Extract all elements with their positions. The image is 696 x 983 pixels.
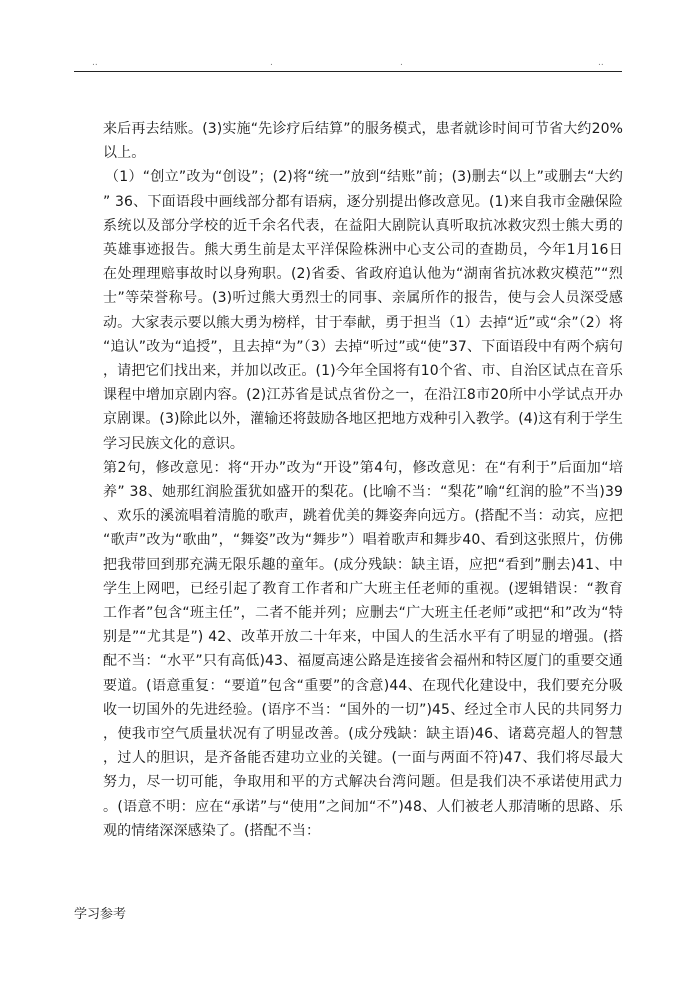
header-rule — [74, 71, 622, 72]
paragraph: 来后再去结账。(3)实施“先诊疗后结算”的服务模式，患者就诊时间可节省大约20%以上。 — [103, 121, 623, 162]
paragraph: 第2句，修改意见：将“开办”改为“开设”第4句，修改意见：在“有利于”后面加“培养” 38、她那红润脸蛋犹如盛开的梨花。(比喻不当：“梨花”喻“红润的脸”不当)39、欢乐的溪流唱着清脆的歌声，跳着优美的舞姿奔向远方。(搭配不当：动宾，应把“歌声”改为“歌曲”，“舞姿”改为“舞步”）唱着歌声和舞步40、看到这张照片，仿佛把我带回到那充满无限乐趣的童年。(成分残缺：缺主语，应把“看到”删去)41、中学生上网吧，已经引起了教育工作者和广大班主任老师的重视。(逻辑错误：“教育工作者”包含“班主任”，二者不能并列；应删去“广大班主任老师”或把“和”改为“特别是”“尤其是”) 42、改革开放二十年来，中国人的生活水平有了明显的增强。(搭配不当：“水平”只有高低)43、福厦高速公路是连接省会福州和特区厦门的重要交通要道。(语意重复：“要道”包含“重要”的含意)44、在现代化建设中，我们要充分吸收一切国外的先进经验。(语序不当：“国外的一切”)45、经过全市人民的共同努力，使我市空气质量状况有了明显改善。(成分残缺：缺主语)46、诸葛亮超人的智慧，过人的胆识，是齐备能否建功立业的关键。(一面与两面不符)47、我们将尽最大努力，尽一切可能，争取用和平的方式解决台湾问题。但是我们决不承诺使用武力。(语意不明：应在“承诺”与“使用”之间加“不”)48、人们被老人那清晰的思路、乐观的情绪深深感染了。(搭配不当： — [103, 459, 623, 839]
header-mark: .. — [598, 58, 604, 68]
paragraph: （1）“创立”改为“创设”；(2)将“统一”放到“结账”前；(3)删去“以上”或删去“大约” 36、下面语段中画线部分都有语病，逐分别提出修改意见。(1)来自我市金融保险系统以及部分学校的近千余名代表，在益阳大剧院认真听取抗冰救灾烈士熊大勇的英雄事迹报告。熊大勇生前是太平洋保险株洲中心支公司的查勘员，今年1月16日在处理理赔事故时以身殉职。(2)省委、省政府追认他为“湖南省抗冰救灾模范”“烈士”等荣誉称号。(3)听过熊大勇烈士的同事、亲属所作的报告，使与会人员深受感动。大家表示要以熊大勇为榜样，甘于奉献，勇于担当（1）去掉“近”或“余”（2）将“追认”改为“追授”，且去掉“为”（3）去掉“听过”或“使”37、下面语段中有两个病句，请把它们找出来，并加以改正。(1)今年全国将有10个省、市、自治区试点在音乐课程中增加京剧内容。(2)江苏省是试点省份之一，在沿江8市20所中小学试点开办京剧课。(3)除此以外，灌输还将鼓励各地区把地方戏种引入教学。(4)这有利于学生学习民族文化的意识。 — [103, 169, 623, 452]
footer-label: 学习参考 — [74, 907, 127, 922]
header-mark: .. — [92, 58, 98, 68]
document-body — [103, 117, 623, 843]
page-header — [74, 58, 622, 70]
header-mark: . — [400, 58, 403, 68]
header-mark: . — [270, 58, 273, 68]
